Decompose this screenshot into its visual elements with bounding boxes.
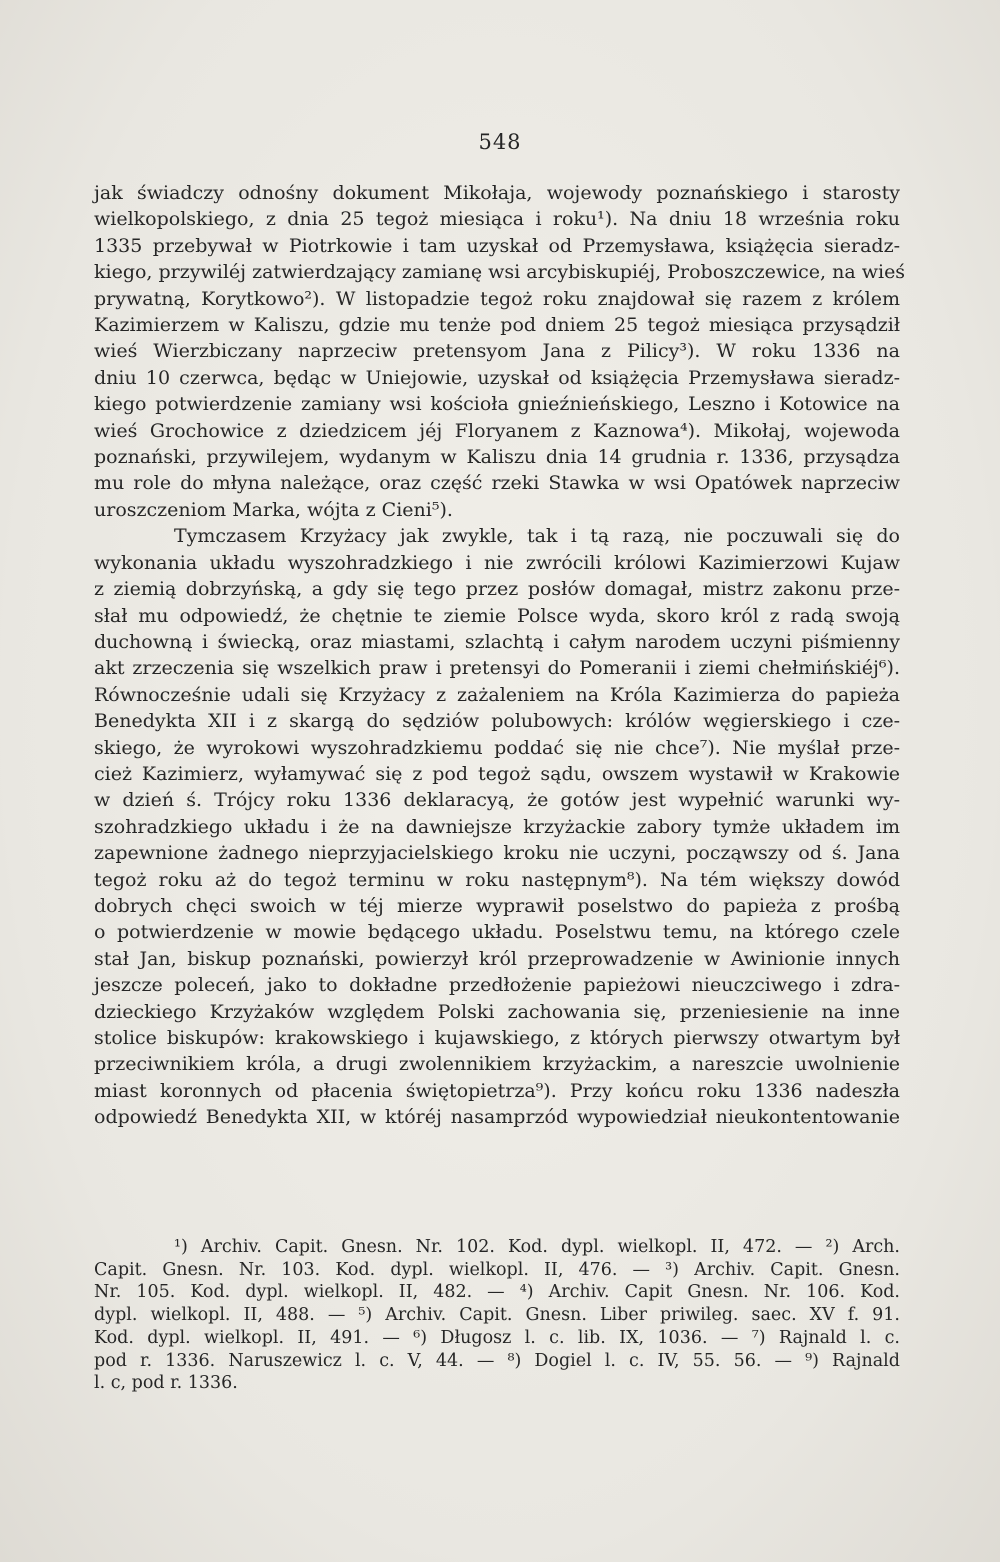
text-line: szohradzkiego układu i że na dawniejsze krzyżackie zabory tymże układem im: [94, 815, 900, 838]
text-line: stolice biskupów: krakowskiego i kujawskiego, z których pierwszy otwartym był: [94, 1027, 900, 1049]
text-line: z ziemią dobrzyńską, a gdy się tego przez posłów domagał, mistrz zakonu prze-: [94, 578, 900, 601]
text-line: Równocześnie udali się Krzyżacy z zażaleniem na Króla Kazimierza do papieża: [94, 683, 900, 706]
footnote-line: pod r. 1336. Naruszewicz l. c. V, 44. — ⁸) Dogiel l. c. IV, 55. 56. — ⁹) Rajnald: [94, 1350, 900, 1371]
text-line: przeciwnikiem króla, a drugi zwolennikiem krzyżackim, a nareszcie uwolnienie: [94, 1053, 900, 1076]
footnote-line: Kod. dypl. wielkopl. II, 491. — ⁶) Długosz l. c. lib. IX, 1036. — ⁷) Rajnald l. c.: [94, 1327, 900, 1348]
text-line: uroszczeniom Marka, wójta z Cieni⁵).: [94, 498, 453, 521]
text-line: dzieckiego Krzyżaków względem Polski zachowania się, przeniesienie na inne: [94, 1000, 900, 1023]
text-line: kiego potwierdzenie zamiany wsi kościoła gnieźnieńskiego, Leszno i Kotowice na: [94, 393, 900, 416]
text-line: wielkopolskiego, z dnia 25 tegoż miesiąca i roku¹). Na dniu 18 września roku: [94, 208, 900, 231]
footnote-line: ¹) Archiv. Capit. Gnesn. Nr. 102. Kod. dypl. wielkopl. II, 472. — ²) Arch.: [174, 1237, 900, 1257]
body-text: [94, 180, 906, 1131]
text-line: stał Jan, biskup poznański, powierzył król przeprowadzenie w Awinionie innych: [94, 947, 900, 970]
footnote-line: dypl. wielkopl. II, 488. — ⁵) Archiv. Capit. Gnesn. Liber priwileg. saec. XV f. 91.: [94, 1305, 900, 1326]
footnotes: [94, 1236, 900, 1395]
text-line: dobrych chęci swoich w téj mierze wyprawił poselstwo do papieża z prośbą: [94, 894, 900, 917]
text-line: prywatną, Korytkowo²). W listopadzie tegoż roku znajdował się razem z królem: [94, 287, 900, 310]
text-line: tegoż roku aż do tegoż terminu w roku następnym⁸). Na tém większy dowód: [94, 868, 900, 891]
text-line: wieś Wierzbiczany naprzeciw pretensyom Jana z Pilicy³). W roku 1336 na: [94, 340, 900, 363]
text-line: dniu 10 czerwca, będąc w Uniejowie, uzyskał od książęcia Przemysława sieradz-: [94, 366, 900, 389]
text-line: o potwierdzenie w mowie będącego układu. Poselstwu temu, na którego czele: [94, 921, 900, 944]
text-line: jak świadczy odnośny dokument Mikołaja, wojewody poznańskiego i starosty: [94, 182, 900, 204]
text-line: cież Kazimierz, wyłamywać się z pod tegoż sądu, owszem wystawił w Krakowie: [94, 762, 900, 785]
text-line: zapewnione żadnego nieprzyjacielskiego kroku nie uczyni, począwszy od ś. Jana: [94, 842, 900, 865]
text-line: kiego, przywiléj zatwierdzający zamianę wsi arcybiskupiéj, Proboszczewice, na wieś: [94, 261, 906, 284]
text-line: duchowną i świecką, oraz miastami, szlachtą i całym narodem uczyni piśmienny: [94, 630, 900, 653]
page-number: 548: [478, 130, 522, 154]
text-line: skiego, że wyrokowi wyszohradzkiemu poddać się nie chce⁷). Nie myślał prze-: [94, 736, 900, 759]
text-line: wykonania układu wyszohradzkiego i nie zwrócili królowi Kazimierzowi Kujaw: [94, 551, 900, 574]
footnote-line: Capit. Gnesn. Nr. 103. Kod. dypl. wielkopl. II, 476. — ³) Archiv. Capit. Gnesn.: [94, 1259, 900, 1280]
text-line: Benedykta XII i z skargą do sędziów polubowych: królów węgierskiego i cze-: [94, 710, 900, 733]
text-line: odpowiedź Benedykta XII, w któréj nasamprzód wypowiedział nieukontentowanie: [94, 1106, 900, 1129]
text-line: jeszcze poleceń, jako to dokładne przedłożenie papieżowi nieuczciwego i zdra-: [94, 974, 900, 997]
text-line: Kazimierzem w Kaliszu, gdzie mu tenże pod dniem 25 tegoż miesiąca przysądził: [94, 314, 900, 337]
text-line: 1335 przebywał w Piotrkowie i tam uzyskał od Przemysława, książęcia sieradz-: [94, 234, 900, 257]
footnote-line: Nr. 105. Kod. dypl. wielkopl. II, 482. — ⁴) Archiv. Capit Gnesn. Nr. 106. Kod.: [94, 1282, 900, 1303]
text-line: słał mu odpowiedź, że chętnie te ziemie Polsce wyda, skoro król z radą swoją: [94, 604, 900, 627]
text-line: poznański, przywilejem, wydanym w Kaliszu dnia 14 grudnia r. 1336, przysądza: [94, 446, 900, 469]
text-line: wieś Grochowice z dziedzicem jéj Floryanem z Kaznowa⁴). Mikołaj, wojewoda: [94, 419, 900, 442]
footnote-line: l. c, pod r. 1336.: [94, 1373, 238, 1394]
text-line: w dzień ś. Trójcy roku 1336 deklaracyą, że gotów jest wypełnić warunki wy-: [94, 789, 900, 812]
text-line: miast koronnych od płacenia świętopietrza⁹). Przy końcu roku 1336 nadeszła: [94, 1079, 900, 1102]
text-line: akt zrzeczenia się wszelkich praw i pretensyi do Pomeranii i ziemi chełmińskiéj⁶).: [94, 657, 900, 680]
text-line: mu role do młyna należące, oraz część rzeki Stawka w wsi Opatówek naprzeciw: [94, 472, 900, 495]
text-line: Tymczasem Krzyżacy jak zwykle, tak i tą razą, nie poczuwali się do: [174, 525, 900, 548]
